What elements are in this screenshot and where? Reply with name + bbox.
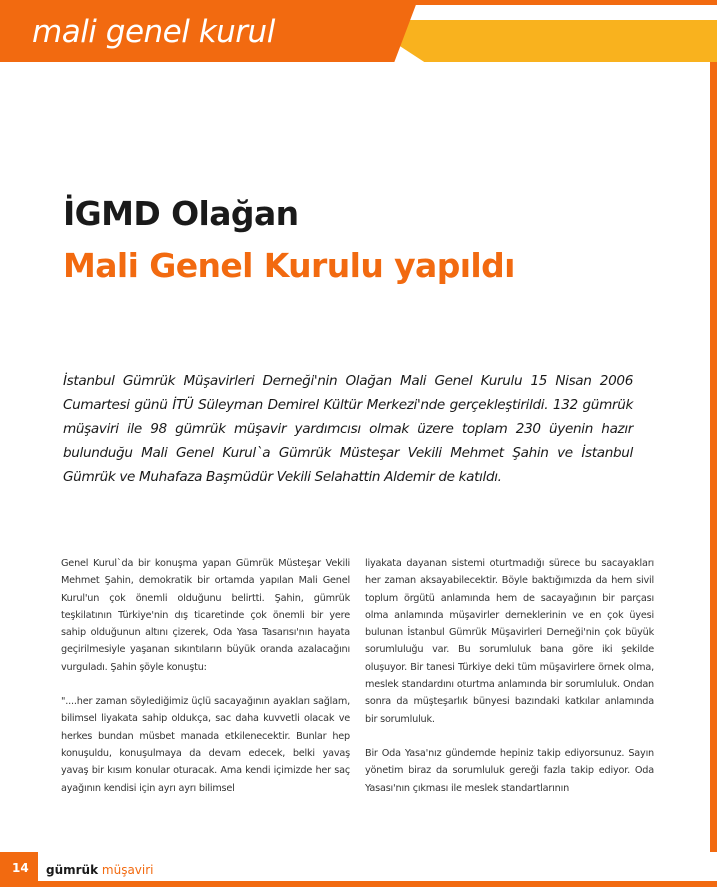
body-column-left <box>61 555 350 814</box>
page-number-box <box>0 852 38 887</box>
page-footer <box>0 852 717 887</box>
footer-bar <box>38 881 717 887</box>
body-paragraph: Genel Kurul`da bir konuşma yapan Gümrük Müsteşar Vekili Mehmet Şahin, demokratik bir ortamda yapılan Mali Genel Kurul'un çok önemli olduğunu belirtti. Şahin, gümrük teşkilatının Türkiye'nin dış ticaretinde çok önemli bir yere sahip olduğunun altını çizerek, Oda Yasa Tasarısı'nın hayata geçirilmesiyle yaşanan sıkıntıların büyük oranda azalacağını vurguladı. Şahin şöyle konuştu: <box>61 558 350 673</box>
body-paragraph: Bir Oda Yasa'nız gündemde hepiniz takip ediyorsunuz. Sayın yönetim biraz da sorumluluk gereği fazla takip ediyor. Oda Yasası'nın çıkması ile meslek standartlarının <box>365 747 654 794</box>
body-paragraph: liyakata dayanan sistemi oturtmadığı sürece bu sacayakları her zaman aksayabilecektir. Böyle baktığımızda da hem sivil toplum örgütü anlamında hem de sacayağının bir parçası olma anlamında müşavirler derneklerinin ve en çok üyesi bulunan İstanbul Gümrük Müşavirleri Derneği'nin çok büyük sorumluluğu var. Bu sorumluluk bana göre iki şekilde oluşuyor. Bir tanesi Türkiye deki tüm müşavirlere örnek olma, meslek standardını oturtma anlamında bir sorumluluk. Ondan sonra da müşteşarlık bünyesi bazındaki katkılar anlamında bir sorumluluk. <box>365 558 654 725</box>
body-column-right <box>365 555 654 814</box>
body-paragraph: "....her zaman söylediğimiz üçlü sacayağının ayakları sağlam, bilimsel liyakata sahip oldukça, sac daha kuvvetli olacak ve herkes bundan müsbet manada etkilenecektir. Bunlar hep konuşuldu, konuşulmaya da devam edecek, belki yavaş yavaş bir kısım konular oturacak. Ama kendi içimizde her saç ayağının kendisi için ayrı ayrı bilimsel <box>61 696 350 794</box>
article-title-line1: İGMD Olağan <box>63 194 299 233</box>
header-yellow-accent <box>360 20 717 62</box>
brand-light: müşaviri <box>101 863 154 877</box>
section-title: mali genel kurul <box>32 14 275 50</box>
right-side-rule <box>710 62 717 852</box>
header-band <box>0 0 717 62</box>
magazine-brand <box>46 863 154 877</box>
article-lead: İstanbul Gümrük Müşavirleri Derneği'nin Olağan Mali Genel Kurulu 15 Nisan 2006 Cumartesi günü İTÜ Süleyman Demirel Kültür Merkezi'nde gerçekleştirildi. 132 gümrük müşaviri ile 98 gümrük müşavir yardımcısı olmak üzere toplam 230 üyenin hazır bulunduğu Mali Genel Kurul`a Gümrük Müsteşar Vekili Mehmet Şahin ve İstanbul Gümrük ve Muhafaza Başmüdür Vekili Selahattin Aldemir de katıldı. <box>63 373 633 485</box>
article-title <box>63 188 515 292</box>
page-number: 14 <box>12 861 29 875</box>
brand-bold: gümrük <box>46 863 99 877</box>
article-title-line2: Mali Genel Kurulu yapıldı <box>63 246 515 285</box>
